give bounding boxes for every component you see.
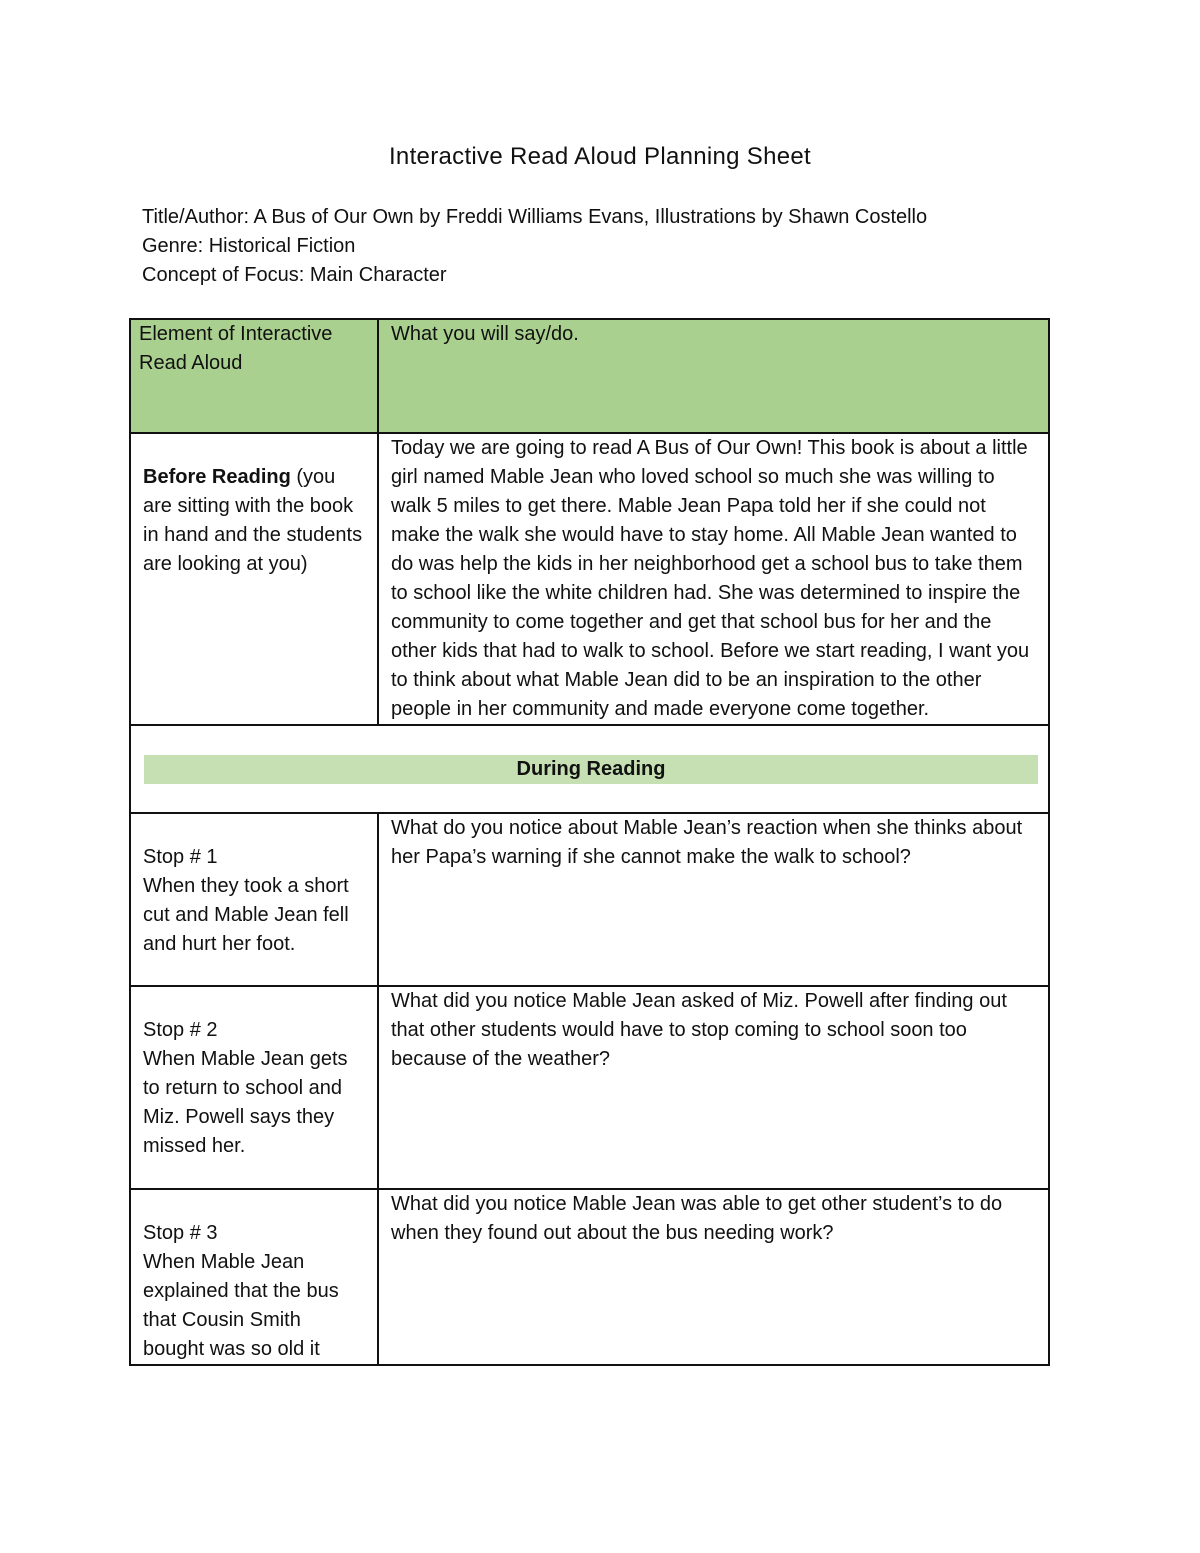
during-reading-row	[130, 725, 1049, 813]
stop-3-question: What did you notice Mable Jean was able to get other student’s to do when they found out about the bus needing work?	[378, 1189, 1049, 1365]
before-reading-label-bold: Before Reading	[143, 466, 291, 488]
stop-1-label	[130, 813, 378, 986]
stop-2-label	[130, 986, 378, 1189]
during-reading-label: During Reading	[144, 755, 1038, 784]
stop-1-when: When they took a short cut and Mable Jean fell and hurt her foot.	[143, 875, 349, 955]
before-reading-text: Today we are going to read A Bus of Our Own! This book is about a little girl named Mable Jean who loved school so much she was willing to walk 5 miles to get there. Mable Jean Papa told her if she could not make the walk she would have to stay home. All Mable Jean wanted to do was help the kids in her neighborhood get a school bus to take them to school like the white children had. She was determined to inspire the community to come together and get that school bus for her and the other kids that had to walk to school. Before we start reading, I want you to think about what Mable Jean did to be an inspiration to the other people in her community and made everyone come together.	[378, 433, 1049, 725]
genre-line: Genre: Historical Fiction	[142, 235, 356, 257]
header-say-do: What you will say/do.	[378, 319, 1049, 433]
before-reading-label-rest: (you are sitting with the book in hand and the students are looking at you)	[143, 466, 363, 575]
before-reading-row	[130, 433, 1049, 725]
stop-1-number: Stop # 1	[143, 846, 218, 868]
table-row	[130, 986, 1049, 1189]
header-element: Element of Interactive Read Aloud	[130, 319, 378, 433]
title-author-line: Title/Author: A Bus of Our Own by Freddi Williams Evans, Illustrations by Shawn Costello	[142, 206, 928, 228]
planning-table	[129, 318, 1050, 1366]
table-row	[130, 813, 1049, 986]
table-row	[130, 1189, 1049, 1365]
stop-2-when: When Mable Jean gets to return to school and Miz. Powell says they missed her.	[143, 1048, 348, 1157]
stop-2-number: Stop # 2	[143, 1019, 218, 1041]
document-meta	[142, 203, 927, 290]
stop-2-question: What did you notice Mable Jean asked of Miz. Powell after finding out that other students would have to stop coming to school soon too because of the weather?	[378, 986, 1049, 1189]
stop-3-number: Stop # 3	[143, 1222, 218, 1244]
concept-line: Concept of Focus: Main Character	[142, 264, 447, 286]
page-title: Interactive Read Aloud Planning Sheet	[388, 143, 812, 170]
stop-3-label	[130, 1189, 378, 1365]
stop-3-when: When Mable Jean explained that the bus that Cousin Smith bought was so old it	[143, 1251, 339, 1360]
table-header-row	[130, 319, 1049, 433]
stop-1-question: What do you notice about Mable Jean’s reaction when she thinks about her Papa’s warning if she cannot make the walk to school?	[378, 813, 1049, 986]
during-reading-cell	[130, 725, 1049, 813]
before-reading-label	[130, 433, 378, 725]
